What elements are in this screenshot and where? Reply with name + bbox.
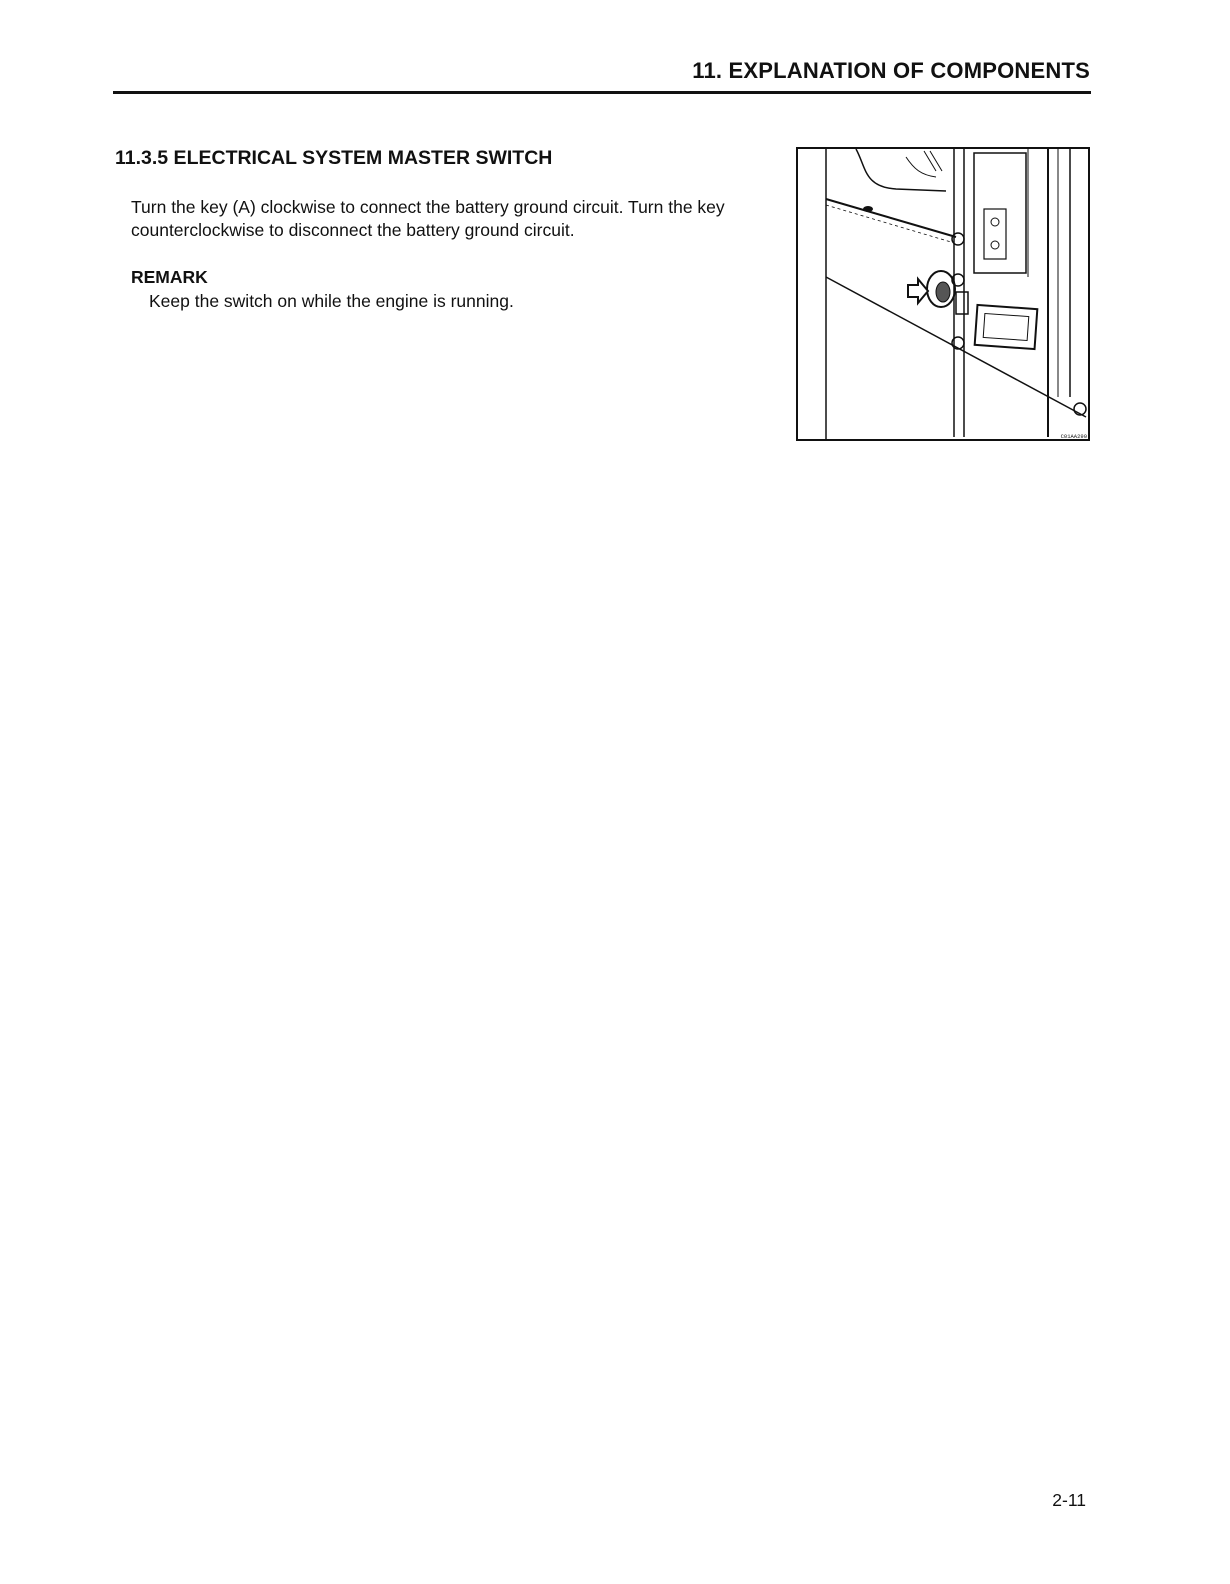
section-heading: 11.3.5 ELECTRICAL SYSTEM MASTER SWITCH bbox=[115, 147, 553, 169]
master-switch-illustration bbox=[796, 147, 1090, 441]
figure-code: C01AA290 bbox=[1060, 433, 1087, 440]
page-header-title: 11. EXPLANATION OF COMPONENTS bbox=[692, 58, 1090, 83]
remark-label: REMARK bbox=[131, 267, 208, 287]
page-number: 2-11 bbox=[1052, 1490, 1086, 1510]
master-switch-figure bbox=[796, 147, 1090, 441]
remark-text: Keep the switch on while the engine is running. bbox=[149, 291, 514, 311]
header-divider bbox=[113, 91, 1091, 94]
section-body-text: Turn the key (A) clockwise to connect the battery ground circuit. Turn the key counterclockwise to disconnect the battery ground circuit. bbox=[131, 197, 725, 240]
